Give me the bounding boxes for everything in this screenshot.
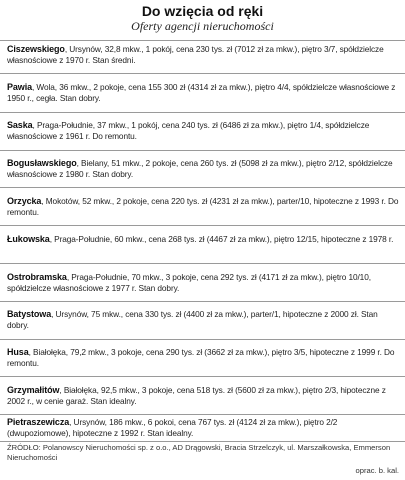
divider [0,441,405,442]
listing-item [0,44,405,66]
listing-item [0,196,405,218]
divider [0,225,405,226]
divider [0,263,405,264]
listing-item [0,158,405,180]
divider [0,376,405,377]
divider [0,112,405,113]
divider [0,339,405,340]
listing-street: Pietraszewicza [7,417,70,427]
listing-street: Husa [7,347,29,357]
listing-item [0,385,405,407]
listing-details: , Ursynów, 75 mkw., cena 330 tys. zł (4400 zł za mkw.), parter/1, hipoteczne z 2000 zł. Stan dobry. [7,309,378,330]
listing-item [0,309,405,331]
author-credit: oprac. b. kal. [355,466,399,475]
listing-details: , Praga-Południe, 60 mkw., cena 268 tys. zł (4467 zł za mkw.), piętro 12/15, hipoteczne z 1978 r. [49,234,394,244]
divider [0,73,405,74]
listing-street: Ciszewskiego [7,44,65,54]
divider [0,150,405,151]
listing-details: , Praga-Południe, 70 mkw., 3 pokoje, cena 292 tys. zł (4171 zł za mkw.), piętro 10/10, spółdzielcze własnościowe z 1977 r. Stan dobry. [7,272,371,293]
listing-details: , Białołęka, 92,5 mkw., 3 pokoje, cena 518 tys. zł (5600 zł za mkw.), piętro 2/3, hipoteczne z 2002 r., w cenie garaż. Stan idealny. [7,385,386,406]
listing-item [0,347,405,369]
listing-item [0,234,405,245]
page-title: Do wzięcia od ręki [141,3,264,19]
divider [0,301,405,302]
divider [0,187,405,188]
page-subtitle: Oferty agencji nieruchomości [131,19,274,33]
listing-details: , Białołęka, 79,2 mkw., 3 pokoje, cena 290 tys. zł (3662 zł za mkw.), piętro 3/5, hipoteczne z 1999 r. Do remontu. [7,347,395,368]
listing-street: Saska [7,120,33,130]
divider [0,40,405,41]
listing-street: Ostrobramska [7,272,67,282]
listing-street: Łukowska [7,234,50,244]
listing-details: , Ursynów, 32,8 mkw., 1 pokój, cena 230 tys. zł (7012 zł za mkw.), piętro 3/7, spółdzielcze własnościowe z 1970 r. Stan średni. [7,44,384,65]
listing-street: Orzycka [7,196,42,206]
listing-details: , Praga-Południe, 37 mkw., 1 pokój, cena 240 tys. zł (6486 zł za mkw.), piętro 1/4, spółdzielcze własnościowe z 1961 r. Do remontu. [7,120,370,141]
listing-details: , Mokotów, 52 mkw., 2 pokoje, cena 220 tys. zł (4231 zł za mkw.), parter/10, hipoteczne z 1993 r. Do remontu. [7,196,399,217]
listing-street: Pawia [7,82,33,92]
header [0,0,405,40]
listing-details: , Bielany, 51 mkw., 2 pokoje, cena 260 tys. zł (5098 zł za mkw.), piętro 2/12, spółdzielcze własnościowe z 1980 r. Stan dobry. [7,158,393,179]
listing-item [0,272,405,294]
listing-street: Batystowa [7,309,52,319]
listing-item [0,417,405,439]
listing-item [0,82,405,104]
listing-details: , Ursynów, 186 mkw., 6 pokoi, cena 767 tys. zł (4124 zł za mkw.), piętro 2/2 (dwupoziomowe), hipoteczne z 1992 r. Stan idealny. [7,417,338,438]
source-note: ŹRÓDŁO: Polanowscy Nieruchomości sp. z o.o., AD Drągowski, Bracia Strzelczyk, ul. Marszałkowska, Emmerson Nieruchomości [7,443,391,462]
divider [0,414,405,415]
listing-street: Grzymałitów [7,385,60,395]
listing-street: Bogusławskiego [7,158,77,168]
listing-details: , Wola, 36 mkw., 2 pokoje, cena 155 300 zł (4314 zł za mkw.), piętro 4/4, spółdzielcze własnościowe z 1950 r., cegła. Stan dobry. [7,82,396,103]
listing-item [0,120,405,142]
